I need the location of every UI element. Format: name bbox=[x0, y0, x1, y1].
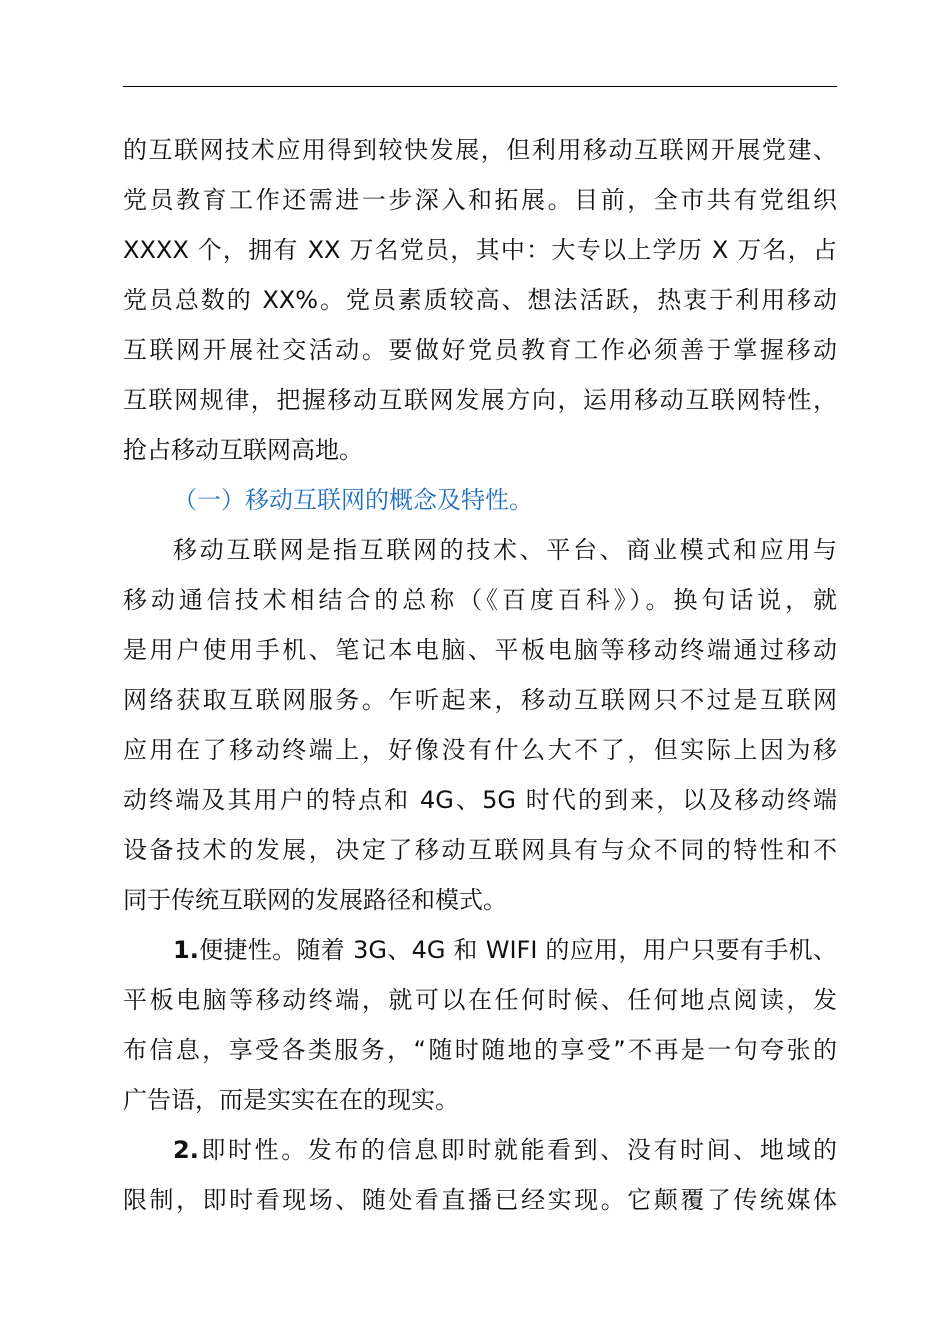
header-rule bbox=[123, 86, 837, 87]
text-line: 设备技术的发展，决定了移动互联网具有与众不同的特性和不 bbox=[123, 836, 837, 864]
section-heading bbox=[123, 475, 837, 525]
text-line: 布信息，享受各类服务，“随时随地的享受”不再是一句夸张的 bbox=[123, 1036, 837, 1064]
text-line: 限制，即时看现场、随处看直播已经实现。它颠覆了传统媒体 bbox=[123, 1186, 837, 1214]
text-line: 移动通信技术相结合的总称（《百度百科》）。换句话说，就 bbox=[123, 586, 837, 614]
text-line bbox=[123, 1125, 837, 1175]
text-line: 互联网规律，把握移动互联网发展方向，运用移动互联网特性， bbox=[123, 386, 837, 414]
paragraph bbox=[123, 525, 837, 925]
text-line: 党员教育工作还需进一步深入和拓展。目前，全市共有党组织 bbox=[123, 186, 837, 214]
numbered-paragraph bbox=[123, 925, 837, 1125]
text-line: 互联网开展社交活动。要做好党员教育工作必须善于掌握移动 bbox=[123, 336, 837, 364]
item-text: 即时性。发布的信息即时就能看到、没有时间、地域的 bbox=[198, 1136, 837, 1164]
text-line: 移动互联网是指互联网的技术、平台、商业模式和应用与 bbox=[173, 536, 837, 564]
text-line: 网络获取互联网服务。乍听起来，移动互联网只不过是互联网 bbox=[123, 686, 837, 714]
text-line: 同于传统互联网的发展路径和模式。 bbox=[123, 886, 507, 914]
text-line: 是用户使用手机、笔记本电脑、平板电脑等移动终端通过移动 bbox=[123, 636, 837, 664]
item-text: 便捷性。随着 3G、4G 和 WIFI 的应用，用户只要有手机、 bbox=[198, 936, 837, 964]
numbered-paragraph bbox=[123, 1125, 837, 1225]
text-line: 应用在了移动终端上，好像没有什么大不了，但实际上因为移 bbox=[123, 736, 837, 764]
text-line: 广告语，而是实实在在的现实。 bbox=[123, 1086, 459, 1114]
paragraph bbox=[123, 125, 837, 475]
text-line: 动终端及其用户的特点和 4G、5G 时代的到来，以及移动终端 bbox=[123, 786, 837, 814]
text-line: 平板电脑等移动终端，就可以在任何时候、任何地点阅读，发 bbox=[123, 986, 837, 1014]
text-line: 党员总数的 XX%。党员素质较高、想法活跃，热衷于利用移动 bbox=[123, 286, 837, 314]
text-line bbox=[123, 925, 837, 975]
text-line: 抢占移动互联网高地。 bbox=[123, 436, 363, 464]
text-line: 的互联网技术应用得到较快发展，但利用移动互联网开展党建、 bbox=[123, 136, 837, 164]
heading-line: （一）移动互联网的概念及特性。 bbox=[173, 486, 533, 514]
item-number: 1. bbox=[173, 936, 199, 964]
document-body bbox=[123, 125, 837, 1225]
item-number: 2. bbox=[173, 1136, 199, 1164]
text-line: XXXX 个，拥有 XX 万名党员，其中：大专以上学历 X 万名，占 bbox=[123, 236, 837, 264]
